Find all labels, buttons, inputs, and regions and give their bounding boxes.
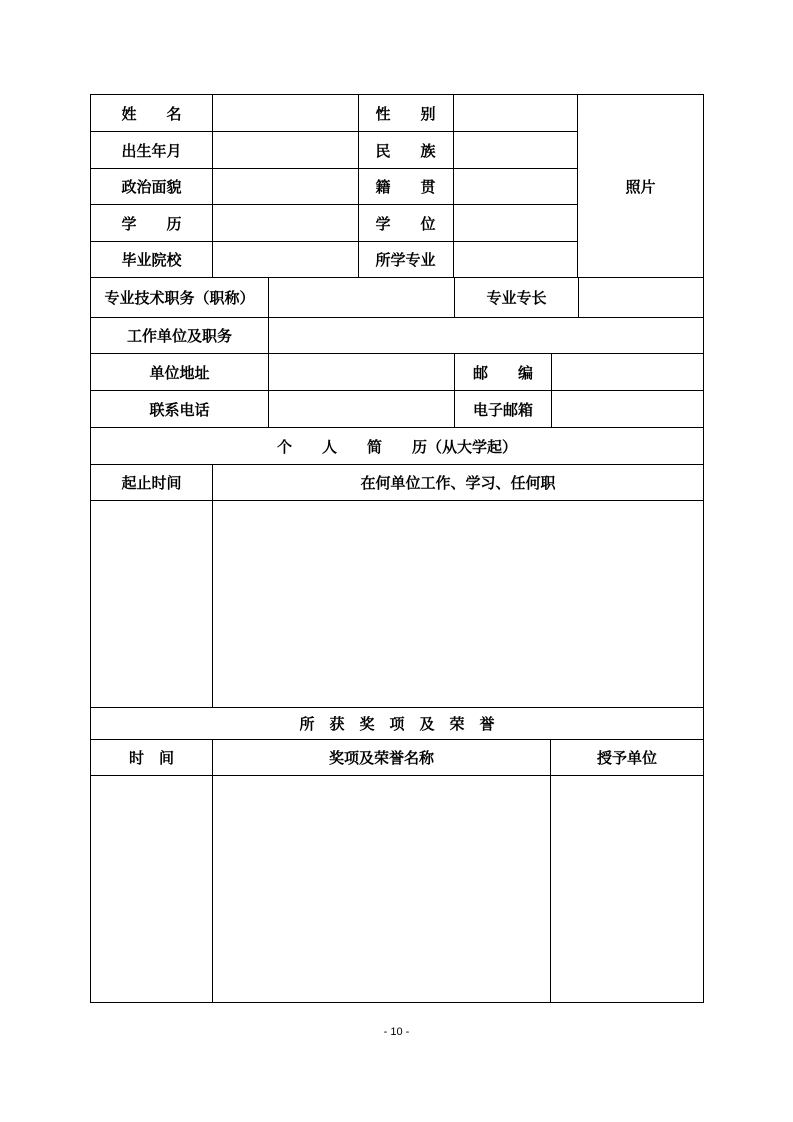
resume-section-title: 个 人 简 历（从大学起） — [276, 437, 517, 456]
email-field[interactable] — [552, 391, 703, 427]
awards-section-title: 所 获 奖 项 及 荣 誉 — [299, 715, 495, 733]
phone-field[interactable] — [269, 391, 454, 427]
address-field[interactable] — [269, 354, 454, 390]
gender-label: 性 别 — [375, 104, 436, 123]
awards-col-time: 时 间 — [128, 749, 174, 767]
awards-col-unit: 授予单位 — [596, 749, 657, 767]
resume-col-desc: 在何单位工作、学习、任何职 — [360, 474, 556, 492]
political-label: 政治面貌 — [121, 178, 182, 196]
specialty-label: 专业专长 — [486, 289, 547, 307]
degree-label: 学 位 — [375, 214, 436, 233]
political-field[interactable] — [213, 169, 358, 204]
school-label: 毕业院校 — [121, 251, 182, 269]
name-label: 姓 名 — [121, 104, 182, 123]
work-label: 工作单位及职务 — [126, 327, 232, 345]
application-form — [90, 94, 704, 1003]
education-label: 学 历 — [121, 214, 182, 233]
birth-field[interactable] — [213, 132, 358, 168]
awards-col-name: 奖项及荣誉名称 — [328, 749, 434, 767]
postcode-field[interactable] — [552, 354, 703, 390]
phone-label: 联系电话 — [149, 400, 210, 419]
resume-col-time: 起止时间 — [121, 474, 182, 492]
ethnicity-field[interactable] — [454, 132, 577, 168]
gender-field[interactable] — [454, 95, 577, 131]
page-number: - 10 - — [383, 1026, 410, 1038]
degree-field[interactable] — [454, 205, 577, 241]
title-field[interactable] — [269, 278, 454, 317]
name-field[interactable] — [213, 95, 358, 131]
awards-time-field[interactable] — [91, 776, 212, 1002]
resume-desc-field[interactable] — [213, 501, 703, 707]
birth-label: 出生年月 — [121, 141, 182, 160]
major-field[interactable] — [454, 242, 577, 277]
native-place-label: 籍 贯 — [375, 178, 436, 196]
address-label: 单位地址 — [149, 363, 210, 382]
work-field[interactable] — [269, 318, 703, 353]
school-field[interactable] — [213, 242, 358, 277]
awards-name-field[interactable] — [213, 776, 550, 1002]
specialty-field[interactable] — [579, 278, 703, 317]
email-label: 电子邮箱 — [472, 400, 533, 419]
postcode-label: 邮 编 — [472, 363, 533, 382]
title-label: 专业技术职务（职称） — [104, 289, 255, 307]
education-field[interactable] — [213, 205, 358, 241]
resume-time-field[interactable] — [91, 501, 212, 707]
native-place-field[interactable] — [454, 169, 577, 204]
ethnicity-label: 民 族 — [375, 141, 436, 160]
awards-unit-field[interactable] — [551, 776, 703, 1002]
photo-box[interactable]: 照片 — [625, 177, 656, 196]
major-label: 所学专业 — [375, 251, 436, 269]
